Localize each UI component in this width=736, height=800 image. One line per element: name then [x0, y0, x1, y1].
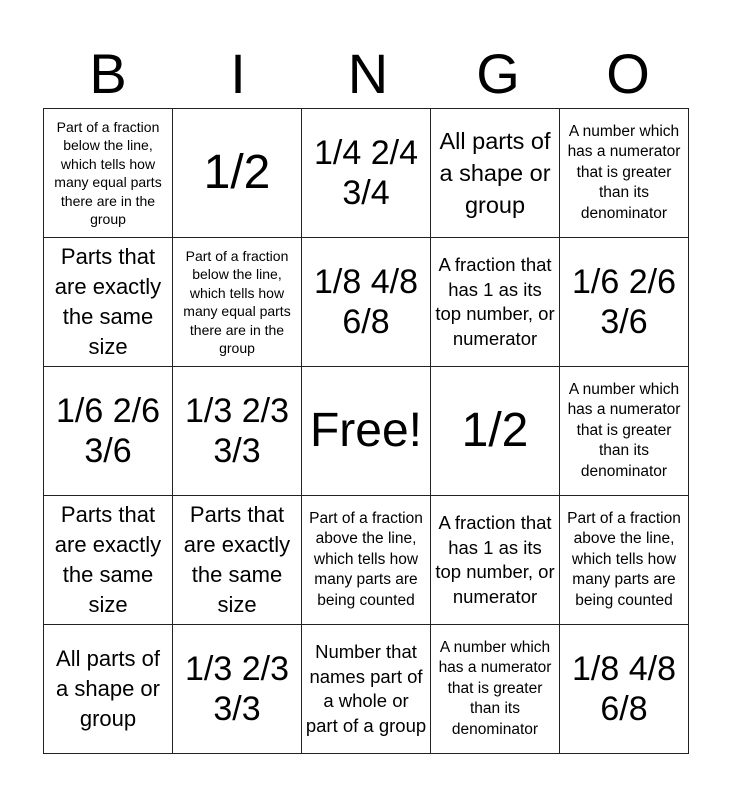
- bingo-header: [43, 38, 693, 110]
- bingo-cell[interactable]: Parts that are exactly the same size: [44, 496, 173, 625]
- bingo-cell[interactable]: 1/6 2/6 3/6: [560, 238, 689, 367]
- bingo-cell[interactable]: A fraction that has 1 as its top number, or numerator: [431, 496, 560, 625]
- header-letter: G: [476, 42, 520, 105]
- bingo-cell[interactable]: All parts of a shape or group: [431, 109, 560, 238]
- bingo-cell[interactable]: A number which has a numerator that is greater than its denominator: [560, 367, 689, 496]
- bingo-cell[interactable]: All parts of a shape or group: [44, 625, 173, 754]
- bingo-cell[interactable]: 1/3 2/3 3/3: [173, 625, 302, 754]
- bingo-cell[interactable]: 1/4 2/4 3/4: [302, 109, 431, 238]
- bingo-cell[interactable]: Part of a fraction above the line, which tells how many parts are being counted: [302, 496, 431, 625]
- bingo-cell[interactable]: A number which has a numerator that is greater than its denominator: [560, 109, 689, 238]
- header-letter: N: [347, 42, 389, 105]
- header-letter: O: [606, 42, 650, 105]
- header-letter: B: [89, 42, 127, 105]
- bingo-cell[interactable]: 1/8 4/8 6/8: [560, 625, 689, 754]
- bingo-cell[interactable]: 1/3 2/3 3/3: [173, 367, 302, 496]
- bingo-cell[interactable]: Parts that are exactly the same size: [44, 238, 173, 367]
- bingo-cell[interactable]: A fraction that has 1 as its top number, or numerator: [431, 238, 560, 367]
- bingo-cell[interactable]: Parts that are exactly the same size: [173, 496, 302, 625]
- bingo-cell[interactable]: Number that names part of a whole or part of a group: [302, 625, 431, 754]
- bingo-cell[interactable]: Part of a fraction above the line, which tells how many parts are being counted: [560, 496, 689, 625]
- free-cell[interactable]: Free!: [302, 367, 431, 496]
- bingo-cell[interactable]: Part of a fraction below the line, which tells how many equal parts there are in the group: [44, 109, 173, 238]
- bingo-cell[interactable]: A number which has a numerator that is greater than its denominator: [431, 625, 560, 754]
- grid-row: [44, 625, 689, 754]
- grid-row: [44, 367, 689, 496]
- grid-row: [44, 238, 689, 367]
- bingo-cell[interactable]: 1/6 2/6 3/6: [44, 367, 173, 496]
- grid-row: [44, 496, 689, 625]
- bingo-cell[interactable]: Part of a fraction below the line, which tells how many equal parts there are in the group: [173, 238, 302, 367]
- grid-row: [44, 109, 689, 238]
- header-letter: I: [230, 42, 246, 105]
- bingo-cell[interactable]: 1/2: [431, 367, 560, 496]
- bingo-cell[interactable]: 1/2: [173, 109, 302, 238]
- bingo-cell[interactable]: 1/8 4/8 6/8: [302, 238, 431, 367]
- bingo-grid: [43, 108, 689, 754]
